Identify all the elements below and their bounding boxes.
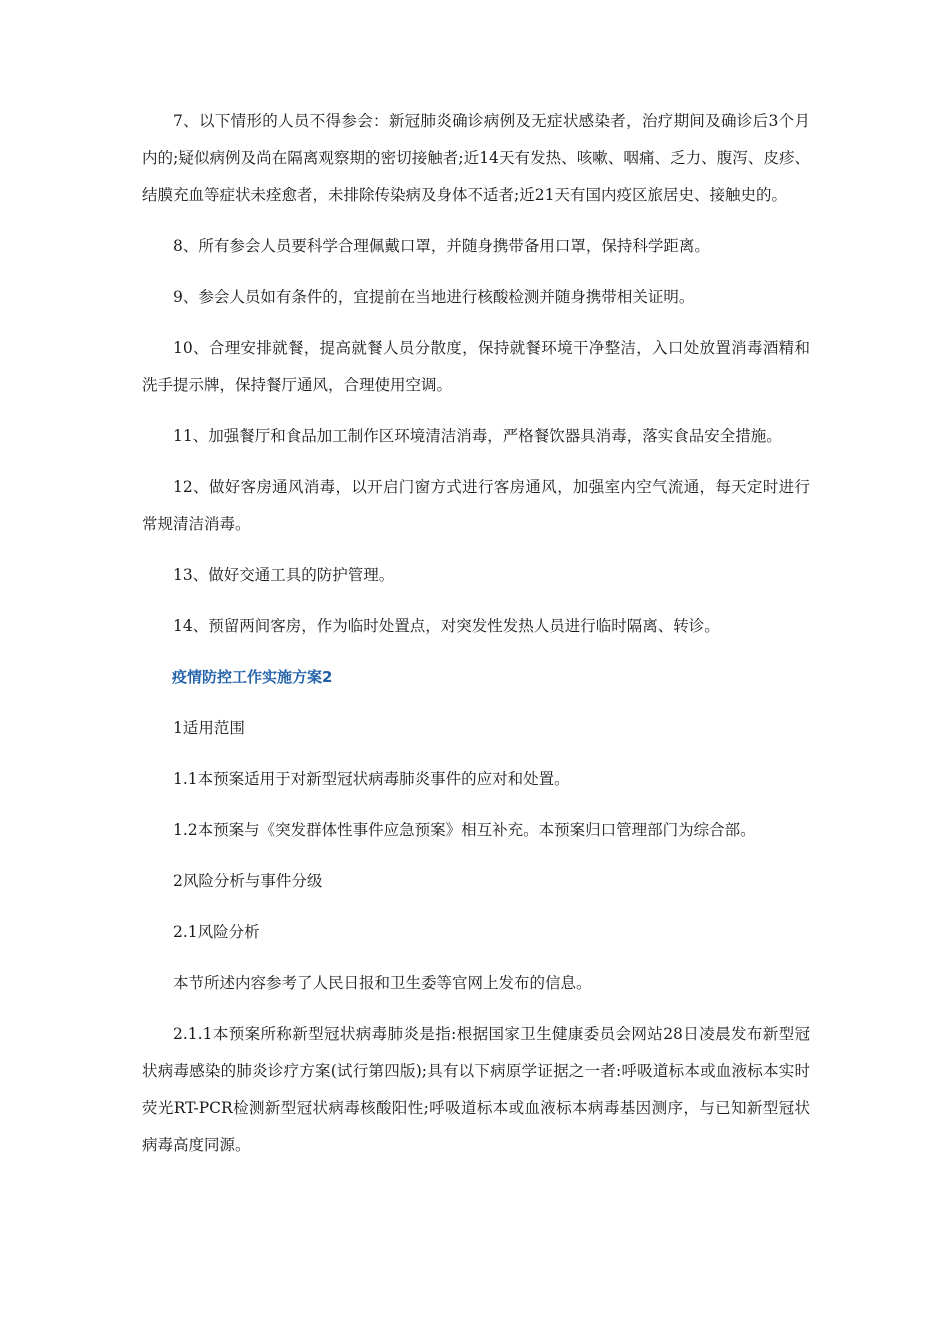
paragraph-8: 8、所有参会人员要科学合理佩戴口罩，并随身携带备用口罩，保持科学距离。 bbox=[173, 237, 710, 255]
paragraph-9: 9、参会人员如有条件的，宜提前在当地进行核酸检测并随身携带相关证明。 bbox=[173, 288, 695, 306]
paragraph-2-1-1: 2.1.1本预案所称新型冠状病毒肺炎是指:根据国家卫生健康委员会网站28日凌晨发布新型冠状病毒感染的肺炎诊疗方案(试行第四版);具有以下病原学证据之一者:呼吸道标本或血液标本实时荧光RT-PCR检测新型冠状病毒核酸阳性;呼吸道标本或血液标本病毒基因测序，与已知新型冠状病毒高度同源。 bbox=[142, 1025, 810, 1154]
paragraph-11: 11、加强餐厅和食品加工制作区环境清洁消毒，严格餐饮器具消毒，落实食品安全措施。 bbox=[173, 427, 782, 445]
document-body bbox=[142, 103, 810, 1178]
section-2-title: 2风险分析与事件分级 bbox=[173, 872, 323, 890]
section-1-title: 1适用范围 bbox=[173, 719, 245, 737]
paragraph-12: 12、做好客房通风消毒，以开启门窗方式进行客房通风，加强室内空气流通，每天定时进行常规清洁消毒。 bbox=[142, 478, 810, 533]
section-heading: 疫情防控工作实施方案2 bbox=[172, 668, 333, 686]
paragraph-7: 7、以下情形的人员不得参会：新冠肺炎确诊病例及无症状感染者，治疗期间及确诊后3个月内的;疑似病例及尚在隔离观察期的密切接触者;近14天有发热、咳嗽、咽痛、乏力、腹泻、皮疹、结膜充血等症状未痊愈者，未排除传染病及身体不适者;近21天有国内疫区旅居史、接触史的。 bbox=[142, 112, 810, 204]
section-2-1-title: 2.1风险分析 bbox=[173, 923, 260, 941]
paragraph-1-2: 1.2本预案与《突发群体性事件应急预案》相互补充。本预案归口管理部门为综合部。 bbox=[173, 821, 756, 839]
paragraph-14: 14、预留两间客房，作为临时处置点，对突发性发热人员进行临时隔离、转诊。 bbox=[173, 617, 720, 635]
paragraph-1-1: 1.1本预案适用于对新型冠状病毒肺炎事件的应对和处置。 bbox=[173, 770, 570, 788]
source-note: 本节所述内容参考了人民日报和卫生委等官网上发布的信息。 bbox=[173, 974, 592, 992]
paragraph-13: 13、做好交通工具的防护管理。 bbox=[173, 566, 395, 584]
paragraph-10: 10、合理安排就餐，提高就餐人员分散度，保持就餐环境干净整洁，入口处放置消毒酒精和洗手提示牌，保持餐厅通风，合理使用空调。 bbox=[142, 339, 810, 394]
